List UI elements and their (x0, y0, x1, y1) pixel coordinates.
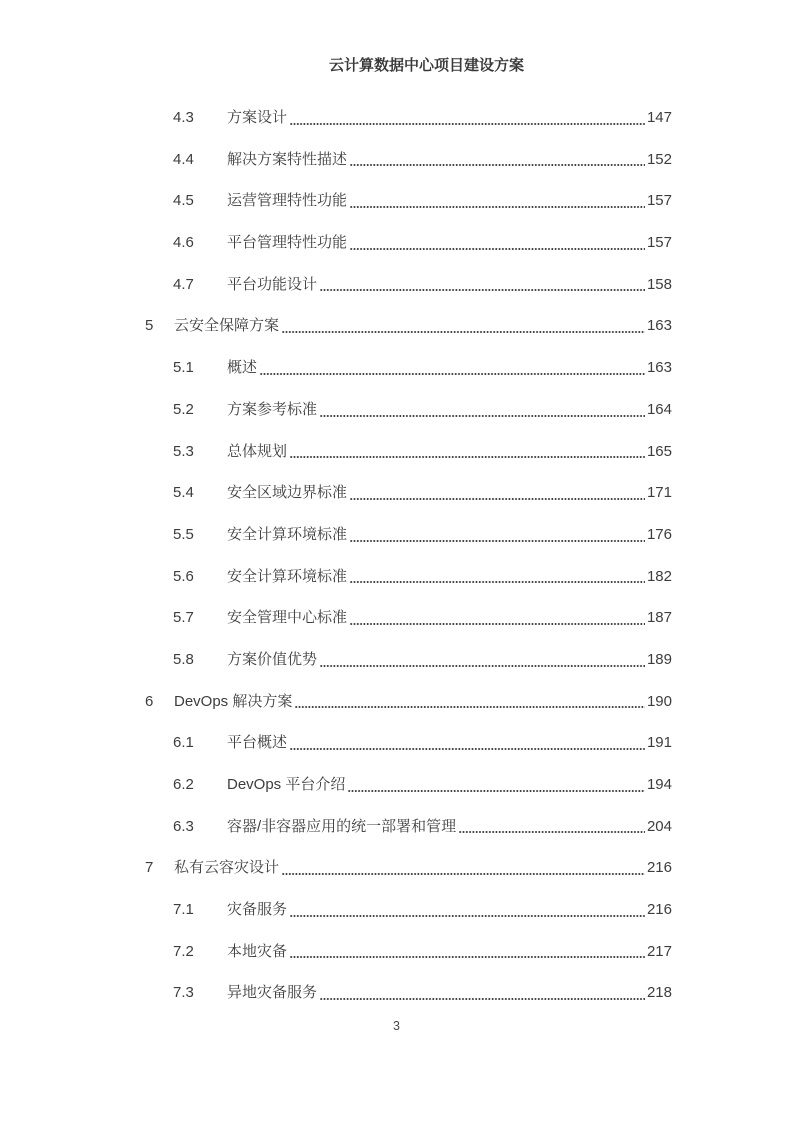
toc-entry-number: 5.6 (173, 567, 194, 585)
toc-entry-number: 6 (145, 692, 154, 710)
toc-entry[interactable] (0, 847, 672, 889)
dot-leader (290, 747, 645, 751)
toc-entry[interactable] (0, 597, 672, 639)
toc-entry-page-number: 189 (646, 650, 672, 668)
toc-entry-number: 7.2 (173, 942, 194, 960)
dot-leader (459, 830, 645, 834)
toc-entry[interactable] (0, 264, 672, 306)
toc-entry-page-number: 190 (646, 692, 672, 710)
dot-leader (350, 205, 645, 209)
toc-entry-title: 容器/非容器应用的统一部署和管理 (227, 817, 457, 835)
toc-entry-page-number: 194 (646, 776, 672, 793)
toc-entry[interactable] (0, 931, 672, 973)
toc-entry-title: 平台概述 (227, 734, 288, 752)
toc-entry-number: 6.3 (173, 817, 194, 835)
toc-entry[interactable] (0, 889, 672, 931)
document-header (60, 56, 793, 76)
dot-leader (260, 372, 645, 376)
toc-entry-title: 云安全保障方案 (174, 317, 280, 335)
dot-leader (350, 247, 645, 251)
dot-leader (350, 622, 645, 626)
toc-entry[interactable] (0, 97, 672, 139)
toc-entry-number: 5.8 (173, 650, 194, 668)
toc-entry-page-number: 163 (646, 359, 672, 377)
dot-leader (350, 539, 645, 543)
toc-entry-page-number: 217 (646, 942, 672, 960)
toc-entry-number: 6.2 (173, 776, 194, 793)
toc-entry[interactable] (0, 556, 672, 598)
toc-entry-page-number: 182 (646, 567, 672, 585)
toc-entry-title: 安全计算环境标准 (227, 567, 348, 585)
dot-leader (290, 955, 645, 959)
dot-leader (282, 330, 645, 334)
toc-entry[interactable] (0, 764, 672, 806)
toc-entry-number: 5 (145, 317, 154, 335)
toc-entry-page-number: 191 (646, 734, 672, 752)
toc-entry-number: 4.6 (173, 234, 194, 252)
dot-leader (320, 997, 645, 1001)
toc-entry-title: 方案价值优势 (227, 650, 318, 668)
toc-entry-page-number: 216 (646, 859, 672, 877)
dot-leader (320, 414, 645, 418)
dot-leader (320, 288, 645, 292)
toc-entry[interactable] (0, 389, 672, 431)
toc-entry-page-number: 157 (646, 192, 672, 210)
toc-entry-number: 5.4 (173, 484, 194, 502)
toc-entry[interactable] (0, 806, 672, 848)
toc-entry-title: 异地灾备服务 (227, 984, 318, 1002)
document-title: 云计算数据中心项目建设方案 (328, 57, 524, 74)
toc-entry-title: 方案参考标准 (227, 400, 318, 418)
toc-entry-title: 灾备服务 (227, 901, 288, 919)
toc-entry-title: 安全管理中心标准 (227, 609, 348, 627)
toc-entry-page-number: 204 (646, 817, 672, 835)
toc-entry-number: 4.3 (173, 109, 194, 126)
toc-entry-title: 运营管理特性功能 (227, 192, 348, 210)
table-of-contents (0, 97, 672, 1014)
toc-entry-page-number: 163 (646, 317, 672, 335)
toc-entry-page-number: 158 (646, 275, 672, 293)
toc-entry-page-number: 152 (646, 150, 672, 168)
toc-entry-title: DevOps 解决方案 (174, 692, 293, 710)
toc-entry-page-number: 218 (646, 984, 672, 1002)
toc-entry-number: 5.2 (173, 400, 194, 418)
toc-entry-title: 本地灾备 (227, 942, 288, 960)
toc-entry[interactable] (0, 972, 672, 1014)
toc-entry-number: 4.4 (173, 150, 194, 168)
toc-entry-page-number: 171 (646, 484, 672, 502)
toc-entry-number: 7.3 (173, 984, 194, 1002)
dot-leader (290, 455, 645, 459)
toc-entry-page-number: 176 (646, 525, 672, 543)
toc-entry[interactable] (0, 305, 672, 347)
toc-entry-number: 5.3 (173, 442, 194, 460)
toc-entry-number: 5.1 (173, 359, 194, 377)
toc-entry-title: 私有云容灾设计 (174, 859, 280, 877)
toc-entry[interactable] (0, 431, 672, 473)
toc-entry-page-number: 165 (646, 442, 672, 460)
toc-entry[interactable] (0, 180, 672, 222)
toc-entry[interactable] (0, 514, 672, 556)
toc-entry-title: 平台管理特性功能 (227, 234, 348, 252)
toc-entry-page-number: 187 (646, 609, 672, 627)
toc-entry-number: 7.1 (173, 901, 194, 919)
dot-leader (290, 914, 645, 918)
toc-entry-title: 平台功能设计 (227, 275, 318, 293)
footer-page-number: 3 (393, 1019, 400, 1033)
toc-entry-page-number: 216 (646, 901, 672, 919)
document-footer (0, 1017, 793, 1035)
toc-entry-title: 安全区域边界标准 (227, 484, 348, 502)
toc-entry-title: 安全计算环境标准 (227, 525, 348, 543)
dot-leader (282, 872, 645, 876)
toc-entry-page-number: 164 (646, 400, 672, 418)
toc-entry[interactable] (0, 347, 672, 389)
toc-entry-number: 6.1 (173, 734, 194, 752)
toc-entry-number: 7 (145, 859, 154, 877)
toc-entry-page-number: 147 (646, 109, 672, 126)
toc-entry-number: 5.5 (173, 525, 194, 543)
toc-entry[interactable] (0, 222, 672, 264)
dot-leader (350, 580, 645, 584)
toc-entry-title: 总体规划 (227, 442, 288, 460)
toc-entry[interactable] (0, 722, 672, 764)
toc-entry-title: 方案设计 (227, 109, 288, 126)
toc-entry[interactable] (0, 472, 672, 514)
dot-leader (348, 789, 645, 793)
dot-leader (295, 705, 645, 709)
dot-leader (350, 497, 645, 501)
toc-entry-page-number: 157 (646, 234, 672, 252)
dot-leader (350, 163, 645, 167)
toc-entry[interactable] (0, 139, 672, 181)
toc-entry-title: DevOps 平台介绍 (227, 776, 346, 793)
toc-entry-number: 5.7 (173, 609, 194, 627)
dot-leader (320, 664, 645, 668)
toc-entry-title: 概述 (227, 359, 258, 377)
toc-entry-number: 4.7 (173, 275, 194, 293)
toc-entry-title: 解决方案特性描述 (227, 150, 348, 168)
toc-entry-number: 4.5 (173, 192, 194, 210)
toc-entry[interactable] (0, 681, 672, 723)
toc-entry[interactable] (0, 639, 672, 681)
dot-leader (290, 122, 645, 126)
